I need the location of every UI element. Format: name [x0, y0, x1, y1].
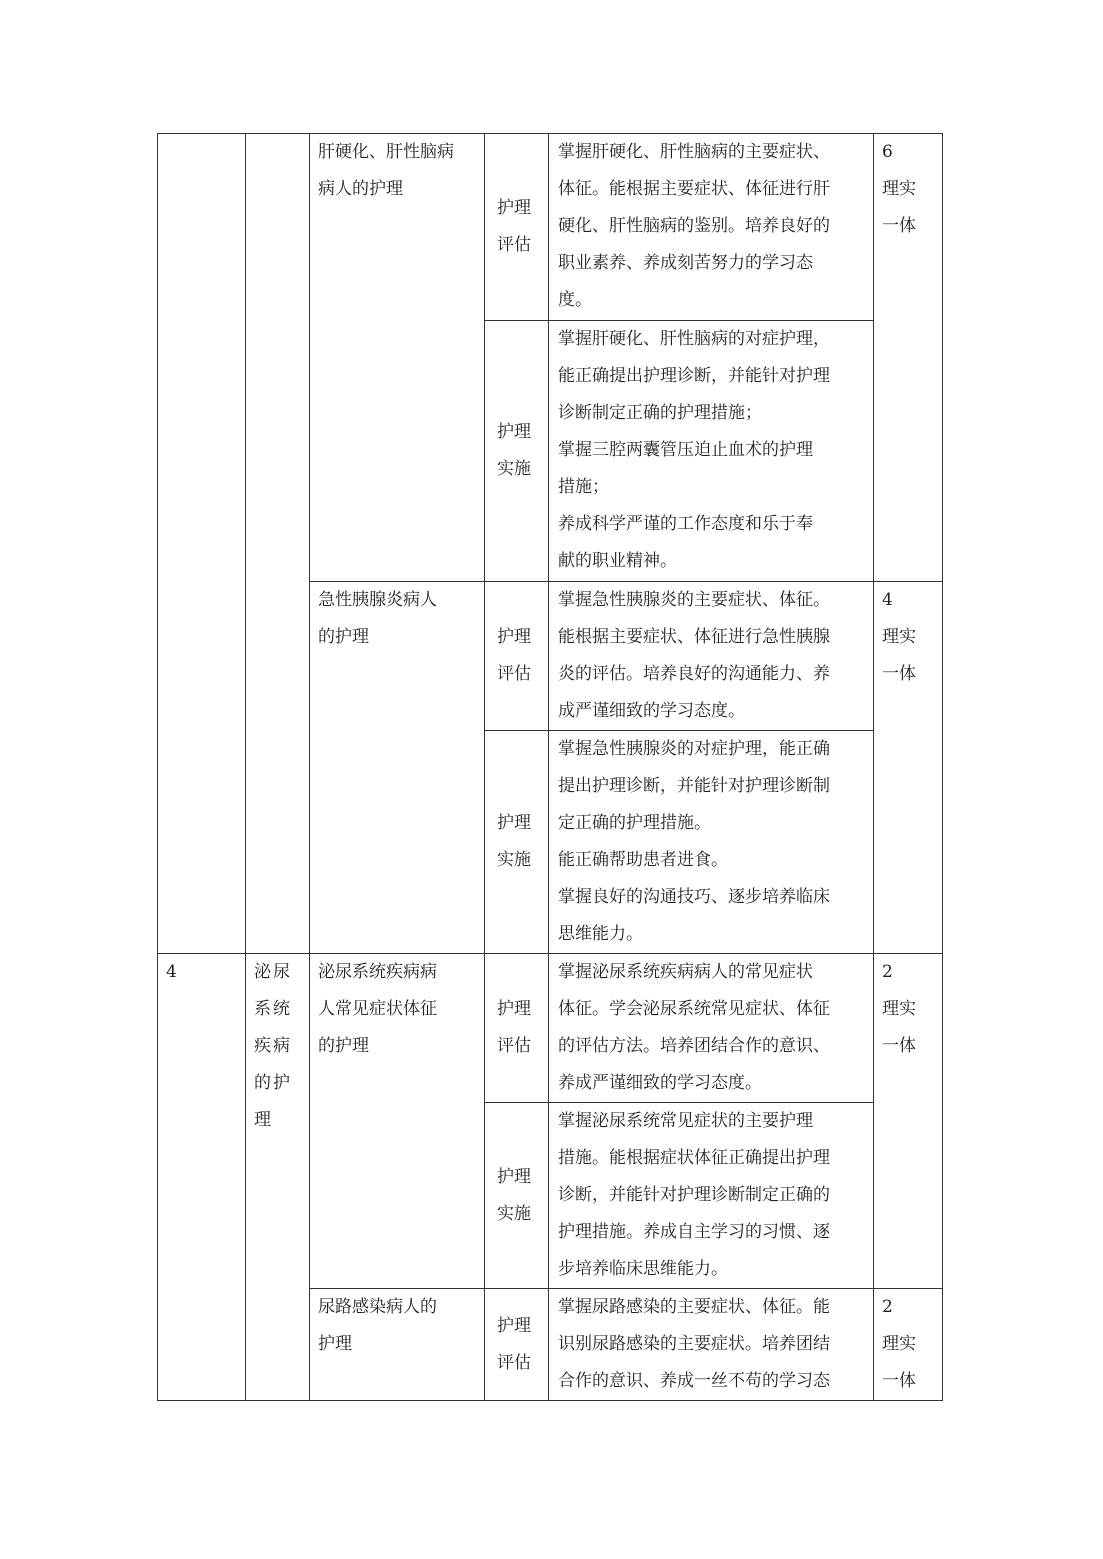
content-cell: 肝硬化、肝性脑病 病人的护理 — [310, 134, 485, 582]
type-cell: 护理 实施 — [485, 321, 549, 582]
number-cell: 4 — [158, 954, 246, 1401]
table-row — [158, 954, 943, 1103]
requirement-cell: 掌握泌尿系统疾病病人的常见症状 体征。学会泌尿系统常见症状、体征 的评估方法。培养团结合作的意识、 养成严谨细致的学习态度。 — [549, 954, 874, 1103]
requirement-cell: 掌握急性胰腺炎的主要症状、体征。 能根据主要症状、体征进行急性胰腺 炎的评估。培养良好的沟通能力、养 成严谨细致的学习态度。 — [549, 582, 874, 731]
hours-cell: 4 理实 一体 — [874, 582, 943, 954]
content-cell: 泌尿系统疾病病 人常见症状体征 的护理 — [310, 954, 485, 1289]
requirement-cell: 掌握泌尿系统常见症状的主要护理 措施。能根据症状体征正确提出护理 诊断，并能针对护理诊断制定正确的 护理措施。养成自主学习的习惯、逐 步培养临床思维能力。 — [549, 1103, 874, 1289]
type-cell: 护理 评估 — [485, 954, 549, 1103]
hours-cell: 6 理实 一体 — [874, 134, 943, 582]
type-cell: 护理 评估 — [485, 1289, 549, 1401]
hours-cell: 2 理实 一体 — [874, 954, 943, 1289]
curriculum-table — [157, 133, 943, 1401]
requirement-cell: 掌握急性胰腺炎的对症护理，能正确 提出护理诊断，并能针对护理诊断制 定正确的护理措施。 能正确帮助患者进食。 掌握良好的沟通技巧、逐步培养临床 思维能力。 — [549, 731, 874, 954]
content-cell: 尿路感染病人的 护理 — [310, 1289, 485, 1401]
module-cell — [246, 954, 310, 1401]
requirement-cell: 掌握肝硬化、肝性脑病的主要症状、 体征。能根据主要症状、体征进行肝 硬化、肝性脑病的鉴别。培养良好的 职业素养、养成刻苦努力的学习态 度。 — [549, 134, 874, 321]
type-cell: 护理 实施 — [485, 731, 549, 954]
type-cell: 护理 评估 — [485, 134, 549, 321]
module-label: 泌尿 系统 疾病 的护 理 — [254, 962, 292, 1130]
hours-cell: 2 理实 一体 — [874, 1289, 943, 1401]
module-cell — [246, 134, 310, 954]
requirement-cell: 掌握肝硬化、肝性脑病的对症护理， 能正确提出护理诊断，并能针对护理 诊断制定正确的护理措施； 掌握三腔两囊管压迫止血术的护理 措施； 养成科学严谨的工作态度和乐于奉 献的职业精神。 — [549, 321, 874, 582]
content-cell: 急性胰腺炎病人 的护理 — [310, 582, 485, 954]
number-cell — [158, 134, 246, 954]
type-cell: 护理 评估 — [485, 582, 549, 731]
table-row — [158, 134, 943, 321]
type-cell: 护理 实施 — [485, 1103, 549, 1289]
requirement-cell: 掌握尿路感染的主要症状、体征。能 识别尿路感染的主要症状。培养团结 合作的意识、养成一丝不苟的学习态 — [549, 1289, 874, 1401]
